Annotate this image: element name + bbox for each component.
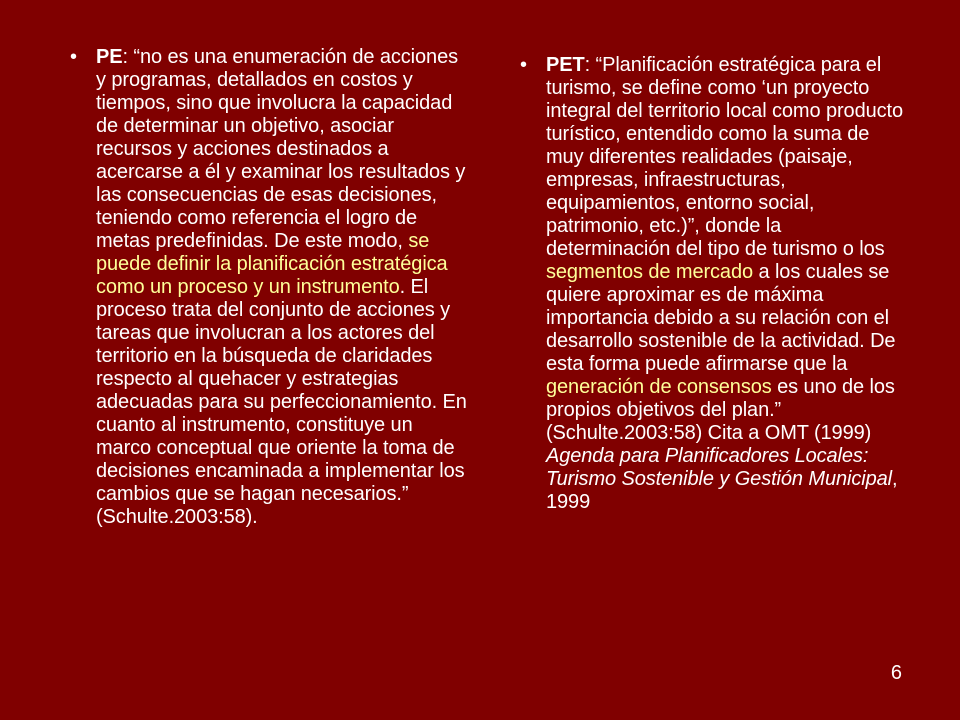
bullet-icon: • <box>70 46 77 68</box>
body-text: , 1999 <box>546 468 898 513</box>
body-text: “no es una enumeración de acciones y programas, detallados en costos y tiempos, sino que involucra la capacidad de determinar un objetivo, asociar recursos y acciones destinados a acercarse a él y examinar los resultados y las consecuencias de esas decisiones, teniendo como referencia el logro de metas predefinidas. De este modo, <box>96 46 466 252</box>
colon: : <box>122 46 128 68</box>
left-column <box>70 46 470 529</box>
body-text: . El proceso trata del conjunto de acciones y tareas que involucran a los actores del territorio en la búsqueda de claridades respecto al quehacer y estrategias adecuadas para su perfeccionamiento. En cuanto al instrumento, constituye un marco conceptual que oriente la toma de decisiones encaminada a implementar los cambios que se hagan necesarios.” (Schulte.2003:58). <box>96 276 467 528</box>
bullet-icon: • <box>520 54 527 76</box>
highlighted-text: segmentos de mercado <box>546 261 754 283</box>
term-pet: PET <box>546 54 585 76</box>
highlighted-text: generación de consensos <box>546 376 772 398</box>
body-text: es uno de los propios objetivos del plan.” (Schulte.2003:58) Cita a OMT (1999) <box>546 376 895 444</box>
colon: : <box>584 54 591 76</box>
body-text: a los cuales se quiere aproximar es de máxima importancia debido a su relación con el desarrollo sostenible de la actividad. De esta forma puede afirmarse que la <box>546 261 896 375</box>
bullet-item-pe <box>70 46 470 529</box>
right-column <box>520 54 910 514</box>
page-number: 6 <box>890 662 902 684</box>
bullet-item-pet <box>520 54 910 514</box>
italic-book-title: Agenda para Planificadores Locales: Turismo Sostenible y Gestión Municipal <box>546 445 892 490</box>
highlighted-text: se puede definir la planificación estratégica como un proceso y un instrumento <box>96 230 448 298</box>
term-pe: PE <box>96 46 123 68</box>
body-text: “Planificación estratégica para el turismo, se define como ‘un proyecto integral del territorio local como producto turístico, entendido como la suma de muy diferentes realidades (paisaje, empresas, infraestructuras, equipamientos, entorno social, patrimonio, etc.)”, donde la determinación del tipo de turismo o los <box>546 54 903 260</box>
